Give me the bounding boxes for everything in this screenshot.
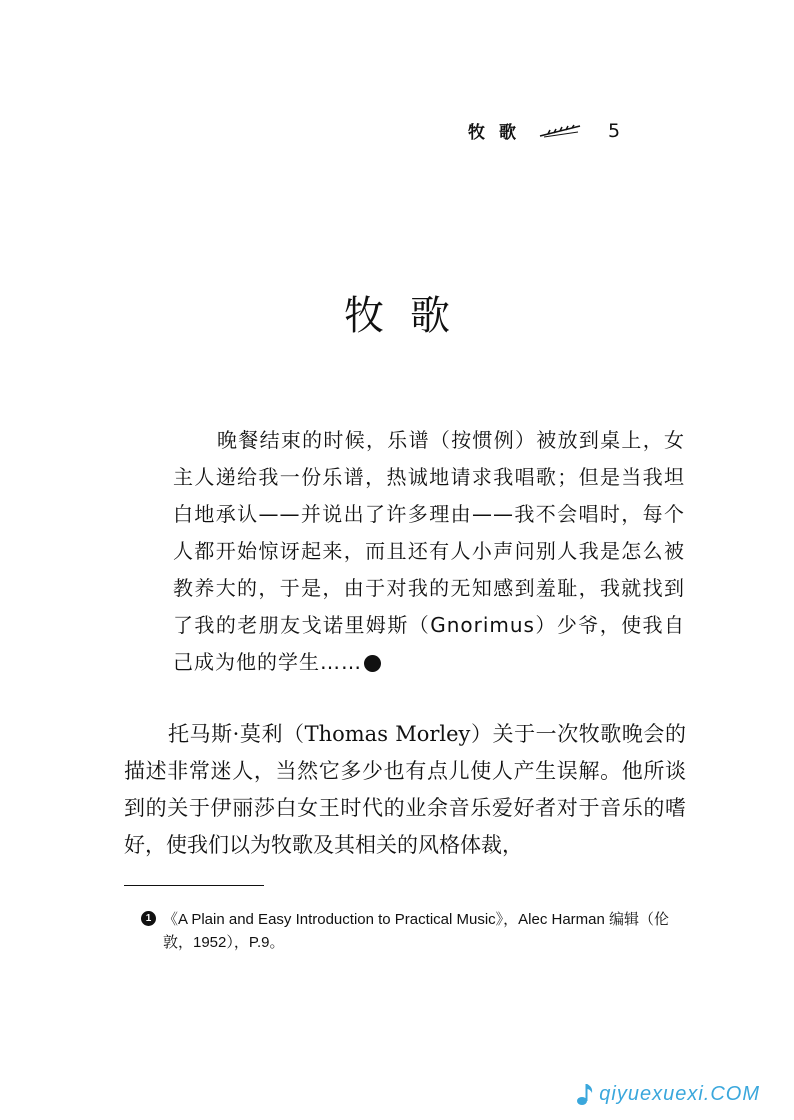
chapter-title: 牧歌 xyxy=(344,293,476,339)
watermark-text: qiyuexuexi.COM xyxy=(599,1082,760,1105)
music-note-icon xyxy=(575,1082,595,1106)
decorative-ornament-icon xyxy=(538,124,582,138)
epigraph-paragraph xyxy=(173,422,685,681)
running-header xyxy=(468,118,620,143)
footnote-marker: 1 xyxy=(141,911,156,926)
footnote-text: 《A Plain and Easy Introduction to Practical Music》，Alec Harman 编辑（伦敦，1952），P.9。 xyxy=(163,911,670,951)
body-paragraph: 托马斯·莫利（Thomas Morley）关于一次牧歌晚会的描述非常迷人，当然它多少也有点儿使人产生误解。他所谈到的关于伊丽莎白女王时代的业余音乐爱好者对于音乐的嗜好，使我们以为牧歌及其相关的风格体裁， xyxy=(124,722,686,857)
footnote xyxy=(145,908,688,954)
running-title: 牧歌 xyxy=(468,123,530,143)
footnote-divider xyxy=(124,885,264,886)
site-watermark xyxy=(575,1082,760,1106)
epigraph-text: 晚餐结束的时候，乐谱（按惯例）被放到桌上，女主人递给我一份乐谱，热诚地请求我唱歌；但是当我坦白地承认——并说出了许多理由——我不会唱时，每个人都开始惊讶起来，而且还有人小声问别人我是怎么被教养大的，于是，由于对我的无知感到羞耻，我就找到了我的老朋友戈诺里姆斯（Gnorimus）少爷，使我自己成为他的学生…… xyxy=(173,428,685,674)
body-text xyxy=(124,716,686,864)
footnote-reference-marker[interactable]: 1 xyxy=(364,655,381,672)
page-number: 5 xyxy=(608,119,621,142)
epigraph xyxy=(173,422,685,681)
